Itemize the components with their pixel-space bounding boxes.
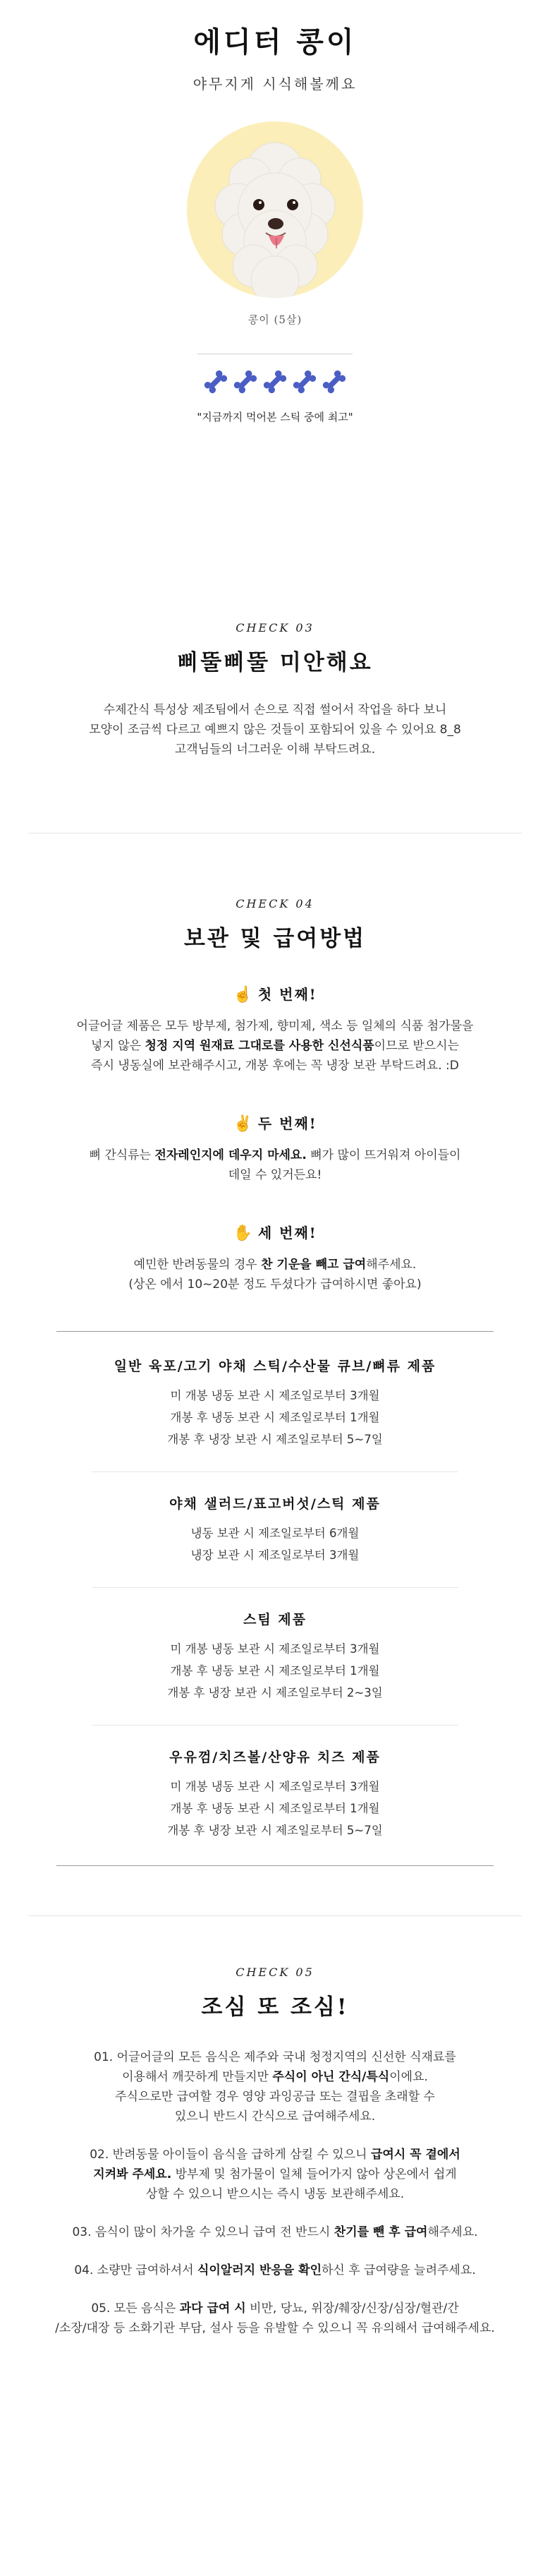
text-line [0, 1036, 550, 1056]
check05-section [0, 1916, 550, 2338]
bone-icon [262, 368, 288, 395]
text-segment: 뼈가 많이 뜨거워져 아이들이 [306, 1148, 461, 1162]
text-segment: 예민한 반려동물의 경우 [133, 1258, 262, 1272]
storage-table [56, 1331, 494, 1866]
text-segment: 즉시 냉동실에 보관해주시고, 개봉 후에는 꼭 냉장 보관 부탁드려요. :D [91, 1059, 459, 1073]
editor-quote: "지금까지 먹어본 스틱 중에 최고" [197, 411, 353, 423]
text-line [0, 2067, 550, 2087]
step-heading-text: 세 번째! [257, 1224, 317, 1241]
bone-icon [291, 368, 318, 395]
text-line [0, 2165, 550, 2184]
check03-text [0, 700, 550, 759]
step-heading [0, 1222, 550, 1242]
storage-period: 개봉 후 냉장 보관 시 제조일로부터 5~7일 [167, 1824, 383, 1837]
text-segment: 해주세요. [427, 2225, 478, 2239]
text-segment: 하신 후 급여량을 늘려주세요. [322, 2263, 476, 2277]
caution-item [0, 2299, 550, 2338]
step-text [0, 1016, 550, 1076]
text-segment: 넣지 않은 [90, 1039, 145, 1053]
text-segment: 뼈 간식류는 [89, 1148, 155, 1162]
storage-period: 개봉 후 냉동 보관 시 제조일로부터 1개월 [170, 1411, 380, 1424]
emphasis-text: 청정 지역 원재료 그대로를 사용한 신선식품 [145, 1039, 374, 1053]
feeding-step [0, 1222, 550, 1294]
storage-group-title: 스팀 제품 [243, 1612, 307, 1627]
storage-group [56, 1491, 494, 1569]
text-segment: 이용해서 깨끗하게 만들지만 [122, 2070, 273, 2084]
check03-title: 삐뚤삐뚤 미안해요 [177, 650, 373, 675]
text-segment: 비만, 당뇨, 위장/췌장/신장/심장/혈관/간 [245, 2301, 459, 2316]
text-segment: (상온 에서 10~20분 정도 두셨다가 급여하시면 좋아요) [128, 1277, 422, 1292]
editor-name: 콩이 (5살) [248, 313, 302, 326]
storage-separator [92, 1587, 458, 1588]
text-segment: 04. 소량만 급여하셔서 [74, 2263, 197, 2277]
white-poodle-illustration [187, 121, 363, 298]
text-line [0, 2222, 550, 2242]
check04-title: 보관 및 급여방법 [183, 926, 367, 951]
storage-period: 미 개봉 냉동 보관 시 제조일로부터 3개월 [170, 1642, 380, 1656]
hand-icon: ✌ [233, 1115, 254, 1133]
step-text [0, 1145, 550, 1185]
text-line [0, 1275, 550, 1294]
storage-period: 미 개봉 냉동 보관 시 제조일로부터 3개월 [170, 1780, 380, 1793]
text-segment: 데일 수 있거든요! [228, 1168, 322, 1182]
check03-label: CHECK 03 [236, 621, 314, 634]
text-segment: 해주세요. [366, 1258, 417, 1272]
text-line [0, 2318, 550, 2338]
step-text [0, 1255, 550, 1294]
bone-icon [321, 368, 348, 395]
feeding-step [0, 983, 550, 1076]
text-segment: 이에요. [389, 2070, 428, 2084]
text-segment: 주식으로만 급여할 경우 영양 과잉공급 또는 결핍을 초래할 수 [115, 2090, 435, 2104]
editor-section [0, 0, 550, 536]
check03-line: 수제간식 특성상 제조팀에서 손으로 직접 썰어서 작업을 하다 보니 [103, 703, 447, 717]
text-segment: 방부제 및 첨가물이 일체 들어가지 않아 상온에서 쉽게 [171, 2167, 457, 2181]
step-heading [0, 1112, 550, 1133]
caution-item [0, 2261, 550, 2280]
text-line [0, 1165, 550, 1185]
text-line [0, 2145, 550, 2165]
storage-separator [92, 1471, 458, 1472]
text-line [0, 2047, 550, 2067]
text-segment: 05. 모든 음식은 [91, 2301, 180, 2316]
emphasis-text: 주식이 아닌 간식/특식 [272, 2070, 390, 2084]
emphasis-text: 과다 급여 시 [179, 2301, 246, 2316]
emphasis-text: 찬 기운을 빼고 급여 [261, 1258, 367, 1272]
text-line [0, 2107, 550, 2126]
check03-section [0, 536, 550, 833]
text-segment: /소장/대장 등 소화기관 부담, 설사 등을 유발할 수 있으니 꼭 유의해서 급여해주세요. [55, 2321, 495, 2335]
bone-rating [0, 368, 550, 397]
text-segment: 상할 수 있으니 받으시는 즉시 냉동 보관해주세요. [145, 2187, 405, 2201]
check04-label: CHECK 04 [236, 897, 314, 910]
bone-icon [202, 368, 229, 395]
storage-period: 개봉 후 냉장 보관 시 제조일로부터 5~7일 [167, 1433, 383, 1446]
text-line [0, 2087, 550, 2107]
text-line [0, 1145, 550, 1165]
check03-line: 모양이 조금씩 다르고 예쁘지 않은 것들이 포함되어 있을 수 있어요 8_8 [89, 723, 461, 737]
storage-group [56, 1606, 494, 1707]
feeding-step [0, 1112, 550, 1185]
step-heading-text: 첫 번째! [257, 986, 317, 1003]
storage-period: 개봉 후 냉동 보관 시 제조일로부터 1개월 [170, 1664, 380, 1678]
emphasis-text: 전자레인지에 데우지 마세요. [154, 1148, 307, 1162]
caution-list [0, 2047, 550, 2338]
text-segment: 02. 반려동물 아이들이 음식을 급하게 삼킬 수 있으니 [90, 2148, 371, 2162]
text-segment: 01. 어글어글의 모든 음식은 제주와 국내 청정지역의 신선한 식재료를 [94, 2050, 456, 2064]
emphasis-text: 식이알러지 반응을 확인 [197, 2263, 322, 2277]
storage-period: 냉동 보관 시 제조일로부터 6개월 [190, 1527, 360, 1540]
editor-subtitle: 야무지게 시식해볼께요 [192, 76, 358, 92]
editor-title: 에디터 콩이 [193, 25, 357, 59]
check04-section [0, 833, 550, 1866]
storage-group-title: 우유껌/치즈볼/산양유 치즈 제품 [169, 1750, 381, 1765]
text-line [0, 2184, 550, 2204]
storage-group-title: 일반 육포/고기 야채 스틱/수산물 큐브/뼈류 제품 [114, 1359, 436, 1374]
storage-group [56, 1744, 494, 1844]
text-line [0, 2299, 550, 2318]
storage-period: 개봉 후 냉장 보관 시 제조일로부터 2~3일 [167, 1686, 383, 1699]
emphasis-text: 급여시 꼭 곁에서 [370, 2148, 460, 2162]
caution-item [0, 2222, 550, 2242]
feeding-steps [0, 983, 550, 1294]
text-segment: 이므로 받으시는 [374, 1039, 460, 1053]
check03-line: 고객님들의 너그러운 이해 부탁드려요. [174, 742, 376, 757]
storage-group [56, 1353, 494, 1453]
storage-period: 냉장 보관 시 제조일로부터 3개월 [190, 1548, 360, 1562]
emphasis-text: 지켜봐 주세요. [93, 2167, 172, 2181]
text-line [0, 1016, 550, 1036]
check05-title: 조심 또 조심! [201, 1994, 349, 2020]
text-segment: 어글어글 제품은 모두 방부제, 첨가제, 향미제, 색소 등 일체의 식품 첨가물을 [76, 1019, 474, 1033]
dog-avatar [187, 121, 363, 298]
text-line [0, 1255, 550, 1275]
storage-group-title: 야채 샐러드/표고버섯/스틱 제품 [169, 1496, 381, 1512]
check05-label: CHECK 05 [236, 1966, 314, 1979]
hand-icon: ☝ [233, 986, 254, 1004]
bone-icon [232, 368, 259, 395]
storage-separator [92, 1725, 458, 1726]
caution-item [0, 2047, 550, 2126]
text-line [0, 1056, 550, 1076]
storage-period: 미 개봉 냉동 보관 시 제조일로부터 3개월 [170, 1389, 380, 1402]
hand-icon: ✋ [233, 1224, 254, 1242]
storage-period: 개봉 후 냉동 보관 시 제조일로부터 1개월 [170, 1802, 380, 1815]
text-segment: 03. 음식이 많이 차가울 수 있으니 급여 전 반드시 [72, 2225, 334, 2239]
text-line [0, 2261, 550, 2280]
emphasis-text: 찬기를 뺀 후 급여 [334, 2225, 428, 2239]
text-segment: 있으니 반드시 간식으로 급여해주세요. [174, 2109, 376, 2124]
step-heading-text: 두 번째! [257, 1115, 317, 1132]
step-heading [0, 983, 550, 1004]
caution-item [0, 2145, 550, 2204]
